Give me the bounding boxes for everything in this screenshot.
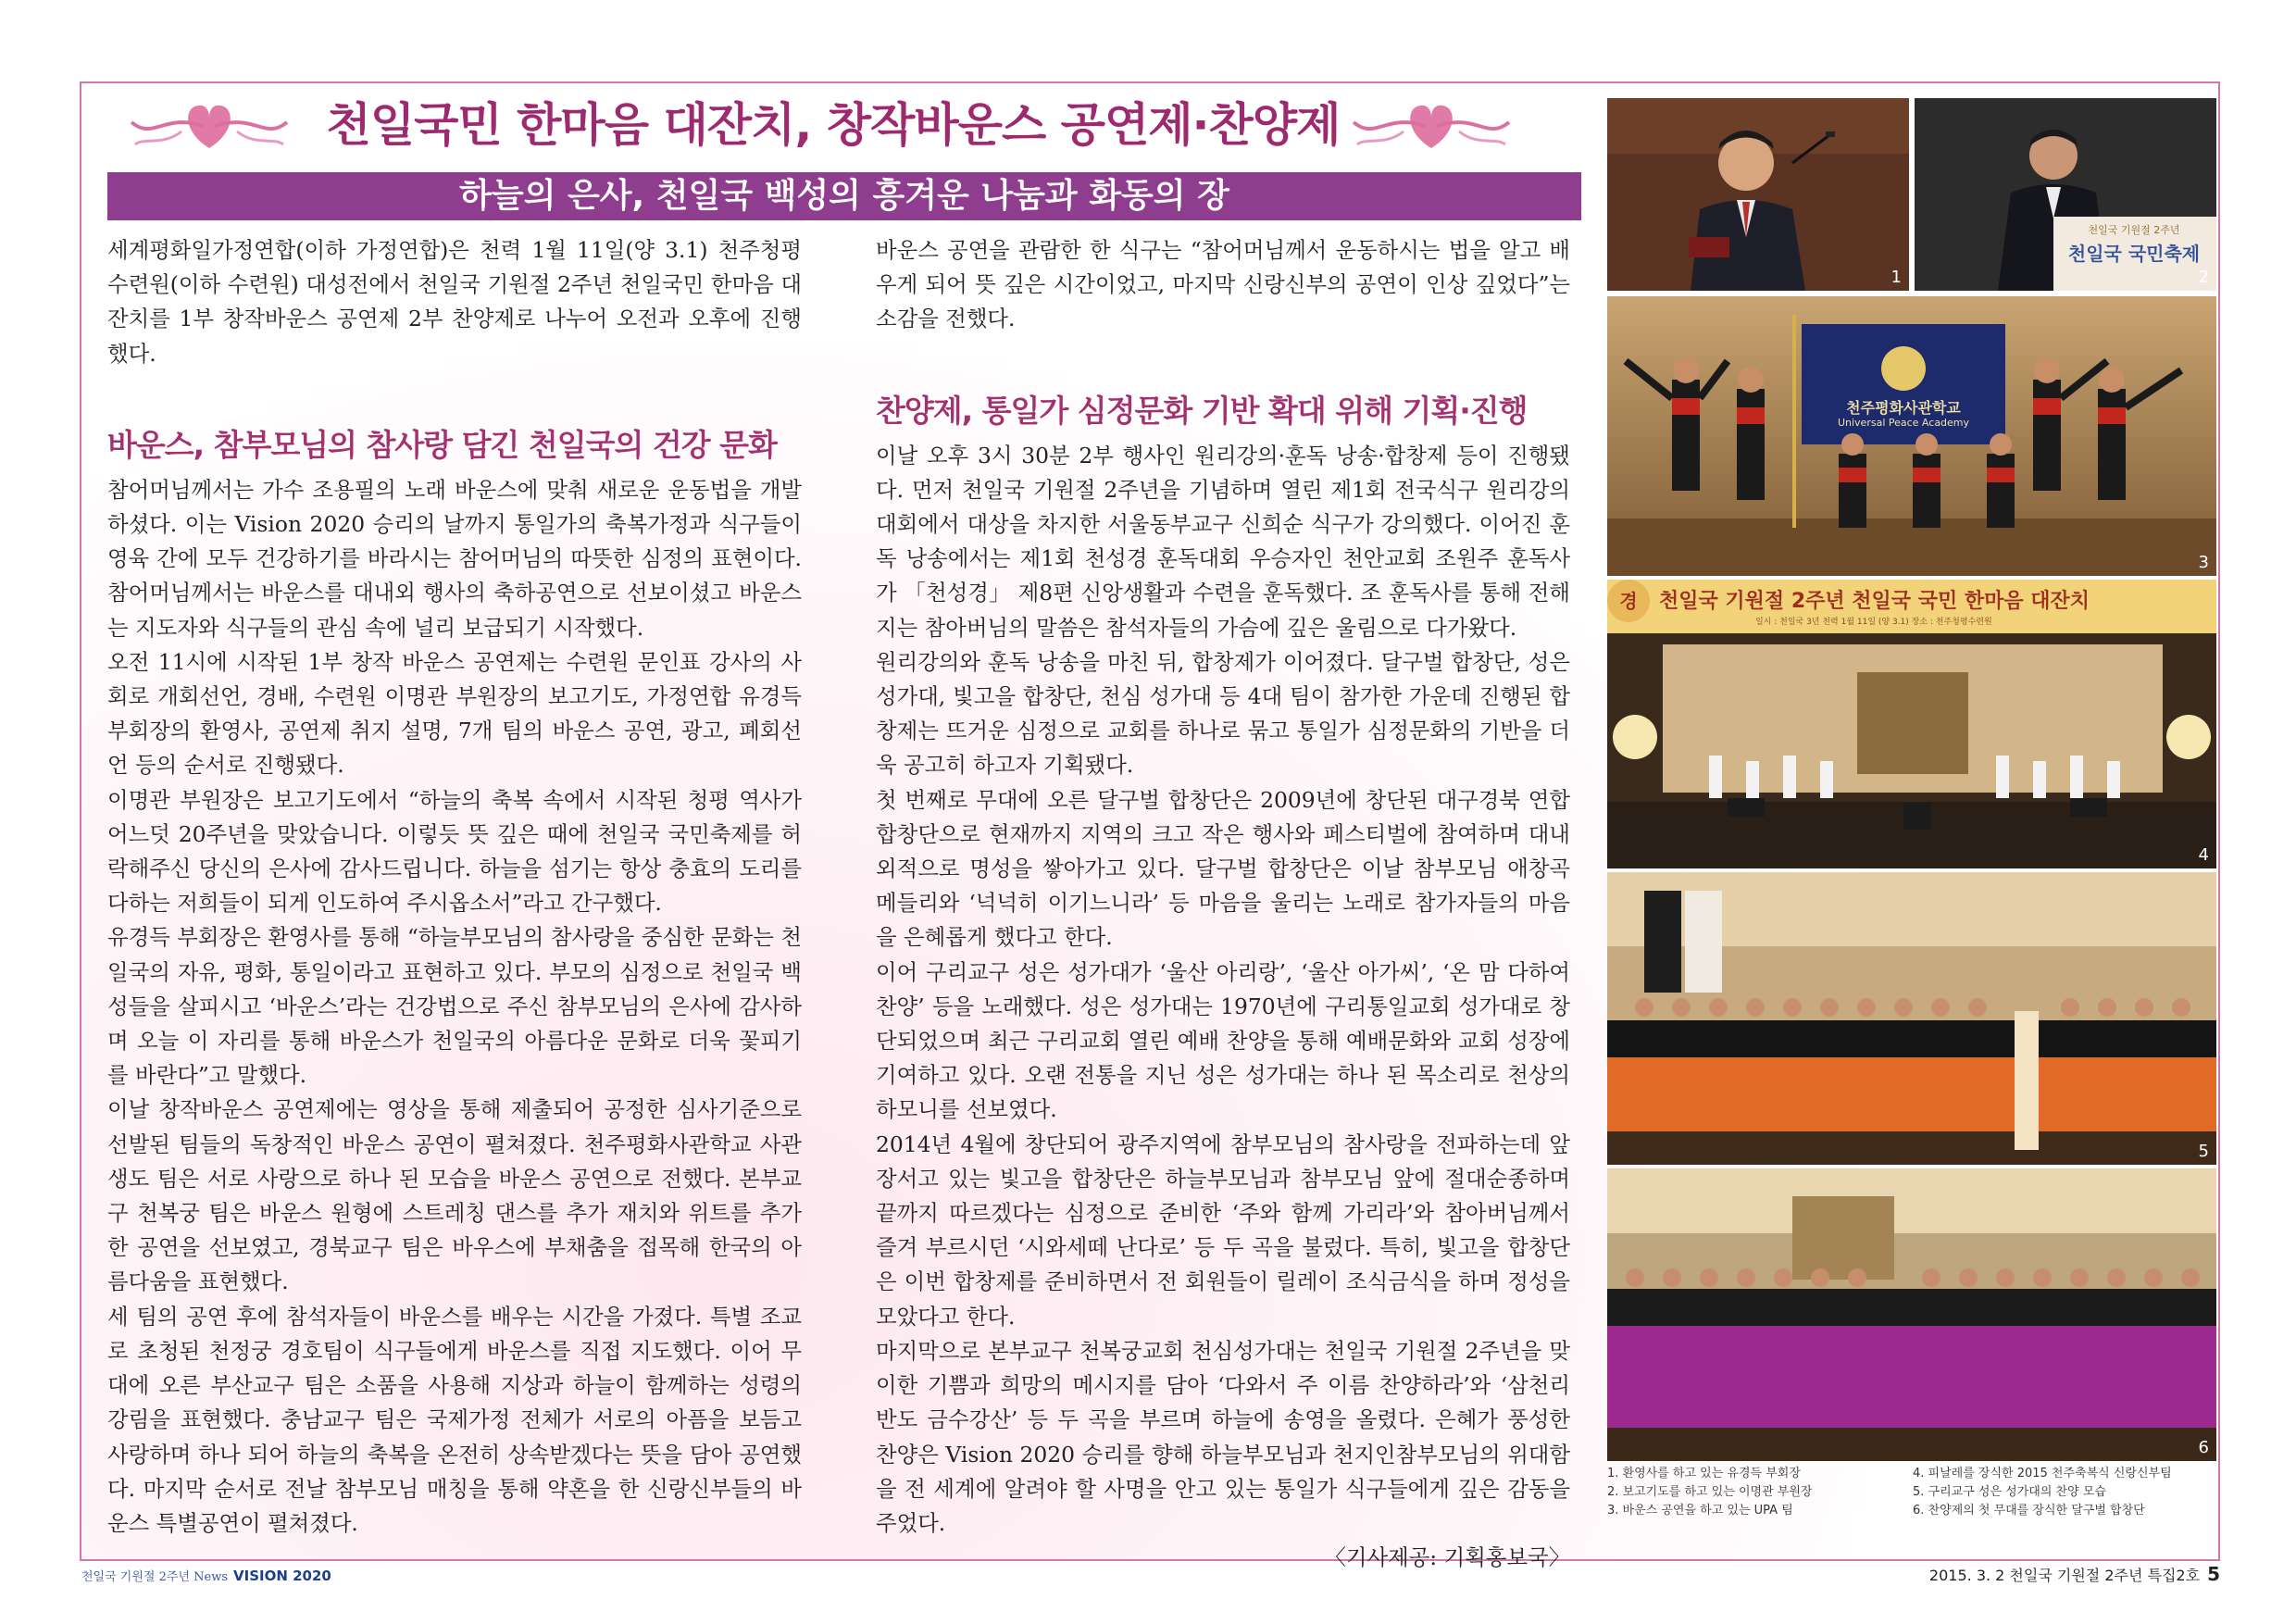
stage-banner-title: 천일국 기원절 2주년 천일국 국민 한마음 대잔치 — [1659, 590, 2090, 613]
body-paragraph: 유경득 부회장은 환영사를 통해 “하늘부모님의 참사랑을 중심한 문화는 천일국의 자유, 평화, 통일이라고 표현하고 있다. 부모의 심정으로 천일국 백성들을 살피시고 ‘바운스’라는 건강법으로 주신 참부모님의 은사에 감사하며 오늘 이 자리를 통해 바운스가 천일국의 아름다운 문화로 더욱 꽃피기를 바란다”고 말했다. — [107, 924, 802, 1089]
stage-banner-small: 일시 : 천일국 3년 천력 1월 11일 (양 3.1) 장소 : 천주청평수련원 — [1755, 618, 1992, 627]
photo-number: 6 — [2198, 1438, 2209, 1457]
body-paragraph: 2014년 4월에 창단되어 광주지역에 참부모님의 참사랑을 전파하는데 앞장서고 있는 빛고을 합창단은 하늘부모님과 참부모님 앞에 절대순종하며 끝까지 따르겠다는 심정으로 준비한 ‘주와 함께 가리라’와 참아버님께서 즐겨 부르시던 ‘시와세떼 난다로’ 등 두 곡을 불렀다. 특히, 빛고을 합창단은 이번 합창제를 준비하면서 전 회원들이 릴레이 조식금식을 하며 정성을 모았다고 한다. — [876, 1131, 1570, 1330]
body-paragraph: 이어 구리교구 성은 성가대가 ‘울산 아리랑’, ‘울산 아가씨’, ‘온 맘 다하여 찬양’ 등을 노래했다. 성은 성가대는 1970년에 구리통일교회 성가대로 창단되었으며 최근 구리교회 열린 예배 찬양을 통해 예배문화와 교회 성장에 기여하고 있다. 오랜 전통을 지닌 성은 성가대는 하나 된 목소리로 천상의 하모니를 선보였다. — [876, 958, 1570, 1123]
podium-small-label: 천일국 기원절 2주년 — [2088, 224, 2180, 236]
caption-list-right — [1913, 1465, 2218, 1520]
body-paragraph: 첫 번째로 무대에 오른 달구벌 합창단은 2009년에 창단된 대구경북 연합 합창단으로 현재까지 지역의 크고 작은 행사와 페스티벌에 참여하며 대내외적으로 명성을 쌓아가고 있다. 달구벌 합창단은 이날 참부모님 애창곡 메들리와 ‘넉넉히 이기느니라’ 등 마음을 울리는 노래로 참가자들의 마음을 은혜롭게 했다고 한다. — [876, 786, 1570, 951]
photo-number: 5 — [2198, 1142, 2209, 1161]
body-paragraph: 이날 오후 3시 30분 2부 행사인 원리강의·훈독 낭송·합창제 등이 진행됐다. 먼저 천일국 기원절 2주년을 기념하며 열린 제1회 전국식구 원리강의 대회에서 대상을 차지한 서울동부교구 신희순 식구가 강의했다. 이어진 훈독 낭송에서는 제1회 천성경 훈독대회 우승자인 천안교회 조원주 훈독사가 「천성경」 제8편 신앙생활과 수련을 훈독했다. 조 훈독사를 통해 전해지는 참아버님의 말씀은 참석자들의 가슴에 깊은 울림으로 다가왔다. — [876, 442, 1570, 641]
footer-left — [81, 1567, 331, 1584]
caption-list-left — [1607, 1465, 1913, 1520]
photo-5-seongeun-choir — [1607, 872, 2216, 1165]
photo-number: 4 — [2198, 845, 2209, 865]
section-heading-bounce: 바운스, 참부모님의 참사랑 담긴 천일국의 건강 문화 — [107, 426, 777, 463]
subtitle-bar: 하늘의 은사, 천일국 백성의 흥겨운 나눔과 화동의 장 — [107, 172, 1581, 220]
photo-number: 2 — [2198, 268, 2209, 287]
body-paragraph: 이명관 부원장은 보고기도에서 “하늘의 축복 속에서 시작된 청평 역사가 어느덧 20주년을 맞았습니다. 이렇듯 뜻 깊은 때에 천일국 국민축제를 허락해주신 당신의 은사에 감사드립니다. 하늘을 섬기는 항상 충효의 도리를 다하는 저희들이 되게 인도하여 주시옵소서”라고 간구했다. — [107, 786, 802, 917]
footer-publication: 천일국 기원절 2주년 News — [81, 1570, 228, 1584]
intro-paragraph: 바운스 공연을 관람한 한 식구는 “참어머님께서 운동하시는 법을 알고 배우게 되어 뜻 깊은 시간이었고, 마지막 신랑신부의 공연이 인상 깊었다”는 소감을 전했다. — [876, 237, 1570, 332]
article-credit: 〈기사제공: 기획홍보국〉 — [1324, 1544, 1570, 1571]
photo-3-upa-bounce — [1607, 296, 2216, 576]
flag-sublabel: Universal Peace Academy — [1837, 417, 1970, 429]
photo-6-dalgubeol-choir — [1607, 1168, 2216, 1461]
podium-sign: 천일국 국민축제 — [2067, 243, 2201, 265]
footer-issue: 2015. 3. 2 천일국 기원절 2주년 특집2호 — [1928, 1567, 2201, 1584]
photo-number: 3 — [2198, 553, 2209, 572]
caption-item: 5. 구리교구 성은 성가대의 찬양 모습 — [1913, 1485, 2106, 1499]
footer-brand: VISION 2020 — [233, 1568, 331, 1584]
body-paragraph: 마지막으로 본부교구 천복궁교회 천심성가대는 천일국 기원절 2주년을 맞이한 기쁨과 희망의 메시지를 담아 ‘다와서 주 이름 찬양하라’와 ‘삼천리 반도 금수강산’ 등 두 곡을 부르며 하늘에 송영을 올렸다. 은혜가 풍성한 찬양은 Vision 2020 승리를 향해 하늘부모님과 천지인참부모님의 위대함을 전 세계에 알려야 할 사명을 안고 있는 통일가 식구들에게 깊은 감동을 주었다. — [876, 1337, 1570, 1536]
caption-item: 1. 환영사를 하고 있는 유경득 부회장 — [1607, 1467, 1801, 1480]
body-paragraph: 이날 창작바운스 공연제에는 영상을 통해 제출되어 공정한 심사기준으로 선발된 팀들의 독창적인 바운스 공연이 펼쳐졌다. 천주평화사관학교 사관생도 팀은 서로 사랑으로 하나 된 모습을 바운스 공연으로 전했다. 본부교구 천복궁 팀은 바운스 원형에 스트레칭 댄스를 추가 재치와 위트를 추가한 공연을 선보였고, 경북교구 팀은 바우스에 부채춤을 접목해 한국의 아름다움을 표현했다. — [107, 1096, 802, 1295]
footer-right — [1929, 1563, 2220, 1585]
photo-2-prayer — [1915, 98, 2216, 291]
section-heading-choir: 찬양제, 통일가 심정문화 기반 확대 위해 기획·진행 — [876, 392, 1528, 429]
caption-item: 2. 보고기도를 하고 있는 이명관 부원장 — [1607, 1485, 1813, 1499]
caption-item: 4. 피날레를 장식한 2015 천주축복식 신랑신부팀 — [1913, 1467, 2172, 1480]
article-column-1 — [107, 233, 802, 1541]
caption-item: 6. 찬양제의 첫 무대를 장식한 달구벌 합창단 — [1913, 1504, 2145, 1518]
caption-item: 3. 바운스 공연을 하고 있는 UPA 팀 — [1607, 1504, 1793, 1518]
body-paragraph: 원리강의와 훈독 낭송을 마친 뒤, 합창제가 이어졌다. 달구벌 합창단, 성은 성가대, 빛고을 합창단, 천심 성가대 등 4대 팀이 참가한 가운데 진행된 합창제는 뜨거운 심정으로 교회를 하나로 묶고 통일가 심정문화의 기반을 더욱 공고히 하고자 기획됐다. — [876, 648, 1570, 779]
photo-number: 1 — [1890, 268, 1902, 287]
page-title: 천일국민 한마음 대잔치, 창작바운스 공연제·찬양제 — [326, 98, 1341, 152]
banner-seal: 경 — [1607, 580, 1650, 622]
intro-paragraph: 세계평화일가정연합(이하 가정연합)은 천력 1월 11일(양 3.1) 천주청평수련원(이하 수련원) 대성전에서 천일국 기원절 2주년 천일국민 한마음 대잔치를 1부 창작바운스 공연제 2부 찬양제로 나누어 오전과 오후에 진행했다. — [107, 237, 802, 367]
photo-1-welcome-speech — [1607, 98, 1909, 291]
heart-ornament-right-icon — [1348, 94, 1515, 156]
page-number: 5 — [2207, 1563, 2220, 1585]
article-column-2 — [876, 233, 1570, 1575]
body-paragraph: 오전 11시에 시작된 1부 창작 바운스 공연제는 수련원 문인표 강사의 사회로 개회선언, 경배, 수련원 이명관 부원장의 보고기도, 가정연합 유경득 부회장의 환영사, 공연제 취지 설명, 7개 팀의 바운스 공연, 광고, 폐회선언 등의 순서로 진행됐다. — [107, 648, 802, 779]
body-paragraph: 세 팀의 공연 후에 참석자들이 바운스를 배우는 시간을 가졌다. 특별 조교로 초청된 천정궁 경호팀이 식구들에게 바운스를 직접 지도했다. 이어 무대에 오른 부산교구 팀은 소품을 사용해 지상과 하늘이 함께하는 성령의 강림을 표현했다. 충남교구 팀은 국제가정 전체가 서로의 아픔을 보듬고 사랑하며 하나 되어 하늘의 축복을 온전히 상속받겠다는 뜻을 담아 공연했다. 마지막 순서로 전날 참부모님 매칭을 통해 약혼을 한 신랑신부들의 바운스 특별공연이 펼쳐졌다. — [107, 1303, 802, 1536]
heart-ornament-left-icon — [126, 94, 293, 156]
body-paragraph: 참어머님께서는 가수 조용필의 노래 바운스에 맞춰 새로운 운동법을 개발하셨다. 이는 Vision 2020 승리의 날까지 통일가의 축복가정과 식구들이 영육 간에 모두 건강하기를 바라시는 참어머님의 따뜻한 심정의 표현이다. 참어머님께서는 바운스를 대내외 행사의 축하공연으로 선보이셨고 바운스는 지도자와 식구들의 관심 속에 널리 보급되기 시작했다. — [107, 476, 802, 641]
flag-label: 천주평화사관학교 — [1846, 399, 1961, 417]
photo-4-finale — [1607, 580, 2216, 868]
